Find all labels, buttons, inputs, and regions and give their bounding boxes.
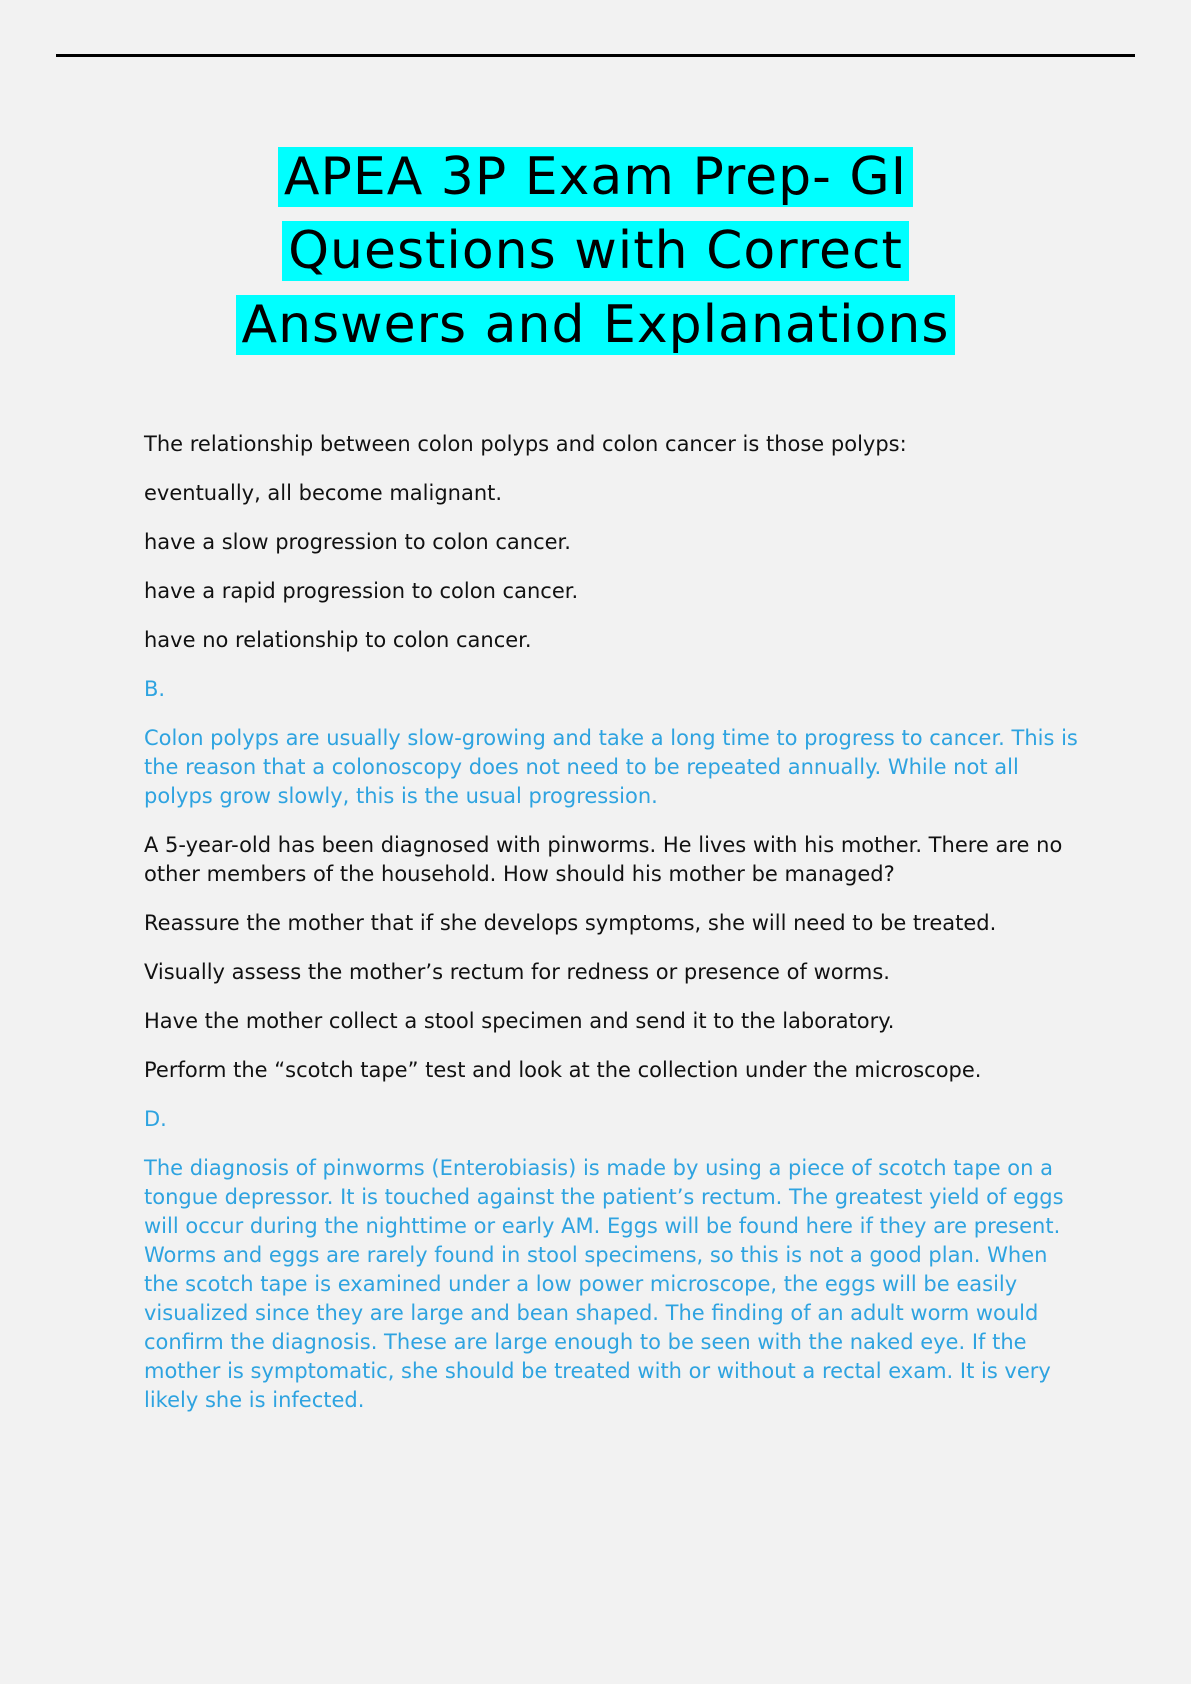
document-body — [144, 430, 1084, 1435]
q2-explanation: The diagnosis of pinworms (Enterobiasis) is made by using a piece of scotch tape on a tongue depressor. It is touched against the patient’s rectum. The greatest yield of eggs will occur during the nighttime or early AM. Eggs will be found here if they are present. Worms and eggs are rarely found in stool specimens, so this is not a good plan. When the scotch tape is examined under a low power microscope, the eggs will be easily visualized since they are large and bean shaped. The finding of an adult worm would confirm the diagnosis. These are large enough to be seen with the naked eye. If the mother is symptomatic, she should be treated with or without a rectal exam. It is very likely she is infected. — [144, 1156, 1064, 1412]
title-line-2: Questions with Correct — [282, 221, 909, 281]
q1-option-a: eventually, all become malignant. — [144, 481, 503, 505]
q2-answer: D. — [144, 1107, 167, 1131]
q2-option-c: Have the mother collect a stool specimen and send it to the laboratory. — [144, 1009, 895, 1033]
top-rule — [56, 54, 1135, 57]
q2-question: A 5-year-old has been diagnosed with pinworms. He lives with his mother. There are no other members of the household. How should his mother be managed? — [144, 833, 1063, 886]
q1-option-b: have a slow progression to colon cancer. — [144, 530, 571, 554]
q2-option-a: Reassure the mother that if she develops symptoms, she will need to be treated. — [144, 911, 997, 935]
q1-option-c: have a rapid progression to colon cancer. — [144, 579, 579, 603]
title-line-3: Answers and Explanations — [236, 295, 956, 355]
title-line-1: APEA 3P Exam Prep- GI — [278, 147, 913, 207]
q1-explanation: Colon polyps are usually slow-growing and take a long time to progress to cancer. This is the reason that a colonoscopy does not need to be repeated annually. While not all polyps grow slowly, this is the usual progression. — [144, 726, 1078, 808]
q1-option-d: have no relationship to colon cancer. — [144, 628, 532, 652]
q1-answer: B. — [144, 677, 166, 701]
document-title — [0, 140, 1191, 362]
q2-option-b: Visually assess the mother’s rectum for redness or presence of worms. — [144, 960, 890, 984]
q1-question: The relationship between colon polyps and colon cancer is those polyps: — [144, 432, 907, 456]
q2-option-d: Perform the “scotch tape” test and look at the collection under the microscope. — [144, 1058, 982, 1082]
